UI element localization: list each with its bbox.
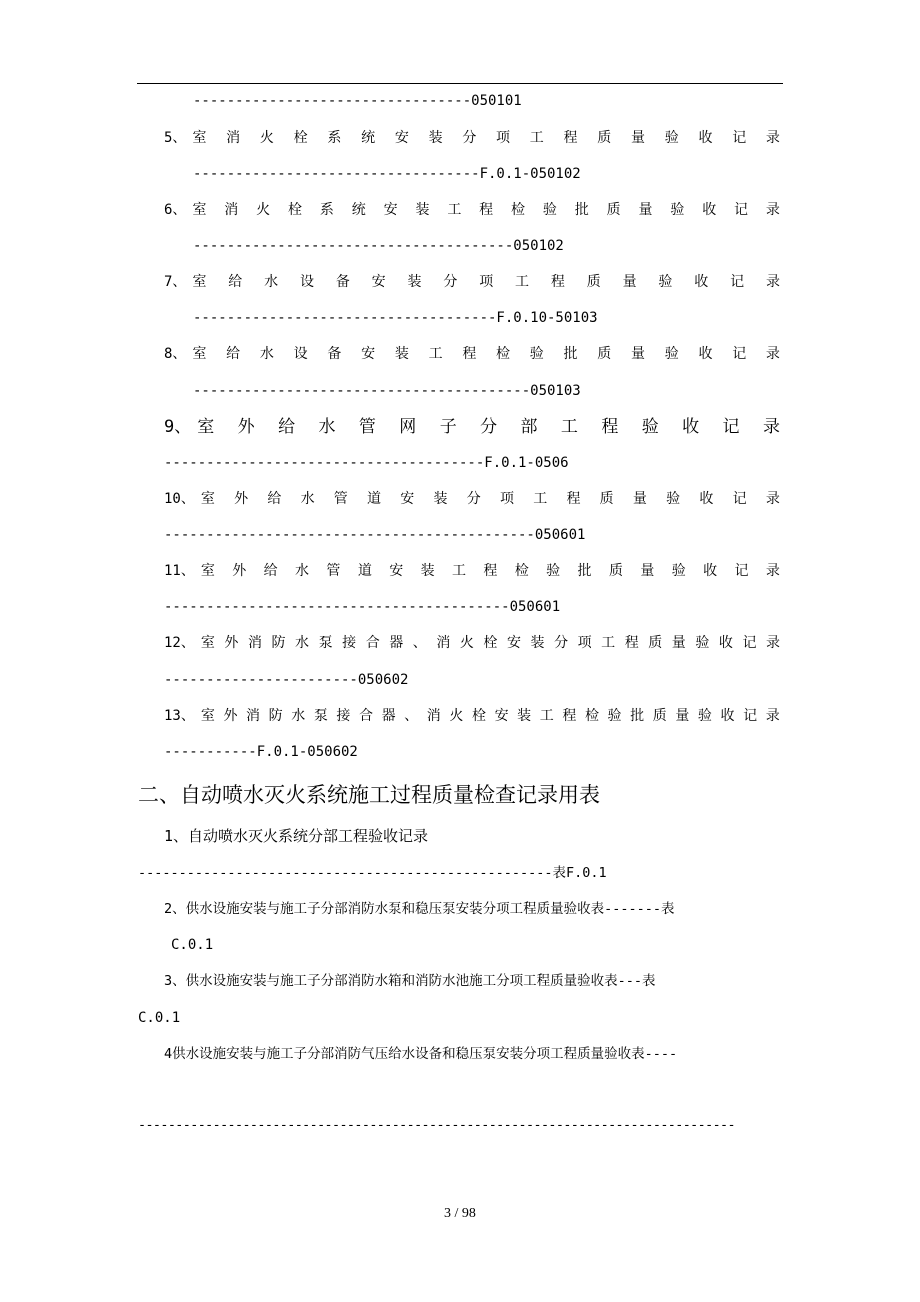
- list-item-title: 3、供水设施安装与施工子分部消防水箱和消防水池施工分项工程质量验收表---表: [164, 973, 656, 989]
- item-title: 室 外 消 防 水 泵 接 合 器 、 消 火 栓 安 装 分 项 工 程 质 量 验 收 记 录: [200, 635, 780, 651]
- item-ref: --------------------------------------F.0.1-0506: [164, 455, 569, 471]
- list-item-title: [164, 416, 780, 438]
- list-item-title: [164, 128, 780, 148]
- item-title: 室 外 消 防 水 泵 接 合 器 、 消 火 栓 安 装 工 程 检 验 批 质 量 验 收 记 录: [200, 708, 780, 724]
- item-ref: -----------------------050602: [164, 672, 409, 688]
- item-number: 10、: [164, 491, 195, 507]
- item-title: 室 外 给 水 管 道 安 装 工 程 检 验 批 质 量 验 收 记 录: [200, 563, 780, 579]
- list-item-title: [164, 489, 780, 509]
- item-title: 室 给 水 设 备 安 装 分 项 工 程 质 量 验 收 记 录: [192, 274, 780, 290]
- item-ref: C.0.1: [138, 1010, 181, 1026]
- list-item-title: 2、供水设施安装与施工子分部消防水泵和稳压泵安装分项工程质量验收表-------表: [164, 901, 675, 917]
- item-title: 室 消 火 栓 系 统 安 装 分 项 工 程 质 量 验 收 记 录: [192, 130, 780, 146]
- list-item-title: 1、自动喷水灭火系统分部工程验收记录: [164, 827, 429, 845]
- header-rule: [137, 83, 783, 84]
- continuation-ref: ---------------------------------050101: [193, 93, 522, 109]
- item-ref: ---------------------------------------------------表F.0.1: [138, 865, 607, 881]
- section-heading: 二、自动喷水灭火系统施工过程质量检查记录用表: [138, 783, 600, 807]
- item-number: 13、: [164, 708, 195, 724]
- list-item-title: [164, 200, 780, 220]
- item-ref: ------------------------------------F.0.10-50103: [193, 310, 598, 326]
- item-title: 室 外 给 水 管 网 子 分 部 工 程 验 收 记 录: [197, 417, 780, 437]
- item-number: 12、: [164, 635, 195, 651]
- item-title: 室 外 给 水 管 道 安 装 分 项 工 程 质 量 验 收 记 录: [200, 491, 780, 507]
- list-item-title: 4供水设施安装与施工子分部消防气压给水设备和稳压泵安装分项工程质量验收表----: [164, 1046, 678, 1062]
- item-number: 5、: [164, 130, 187, 146]
- item-number: 7、: [164, 274, 187, 290]
- item-ref: -----------------------------------------050601: [164, 599, 561, 615]
- item-number: 9、: [164, 417, 192, 437]
- item-ref: ----------------------------------F.0.1-050102: [193, 166, 581, 182]
- list-item-title: [164, 633, 780, 653]
- item-ref: ----------------------------------------050103: [193, 383, 581, 399]
- list-item-title: [164, 272, 780, 292]
- list-item-title: [164, 561, 780, 581]
- item-number: 11、: [164, 563, 195, 579]
- list-item-title: [164, 344, 780, 364]
- item-title: 室 消 火 栓 系 统 安 装 工 程 检 验 批 质 量 验 收 记 录: [192, 202, 780, 218]
- item-ref: --------------------------------------050102: [193, 238, 564, 254]
- item-number: 8、: [164, 346, 187, 362]
- item-ref: --------------------------------------------------------------------------------: [138, 1118, 735, 1133]
- list-item-title: [164, 706, 780, 726]
- item-ref: C.0.1: [171, 937, 214, 953]
- page-number: 3 / 98: [444, 1206, 476, 1221]
- item-ref: -----------F.0.1-050602: [164, 744, 358, 760]
- item-title: 室 给 水 设 备 安 装 工 程 检 验 批 质 量 验 收 记 录: [192, 346, 780, 362]
- item-ref: --------------------------------------------050601: [164, 527, 586, 543]
- item-number: 6、: [164, 202, 187, 218]
